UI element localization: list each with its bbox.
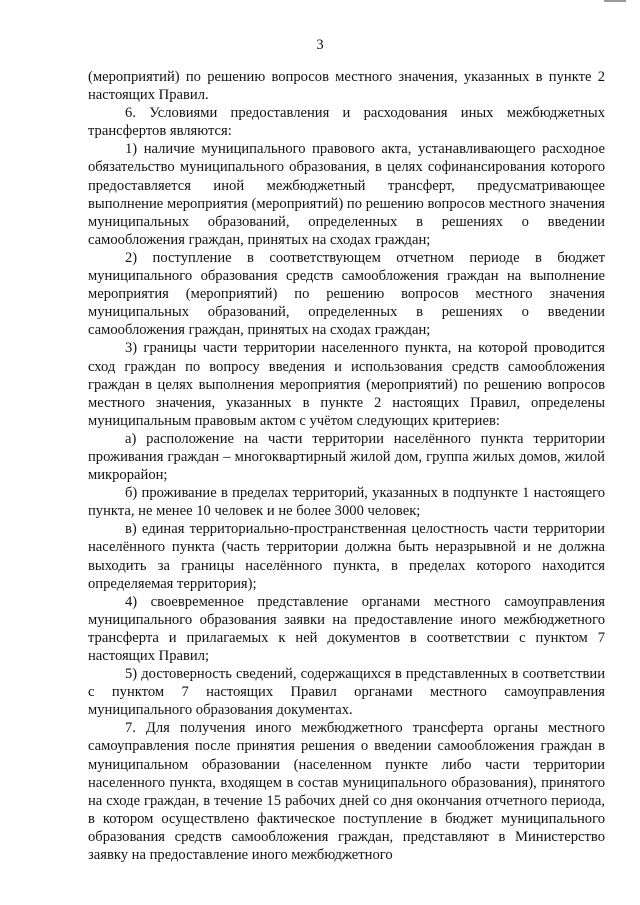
- paragraph-continuation: (мероприятий) по решению вопросов местного значения, указанных в пункте 2 настоящих Правил.: [88, 69, 605, 104]
- paragraph-criterion-a: а) расположение на части территории населённого пункта территории проживания граждан – многоквартирный жилой дом, группа жилых домов, жилой микрорайон;: [88, 430, 605, 484]
- scan-corner-mark: [604, 0, 626, 2]
- paragraph-item-6: 6. Условиями предоставления и расходования иных межбюджетных трансфертов являются:: [88, 105, 605, 140]
- paragraph-subitem-4: 4) своевременное представление органами местного самоуправления муниципального образования заявки на предоставление иного межбюджетного трансферта и прилагаемых к ней документов в соответствии с пунктом 7 настоящих Правил;: [88, 593, 605, 664]
- paragraph-subitem-5: 5) достоверность сведений, содержащихся в представленных в соответствии с пунктом 7 настоящих Правил органами местного самоуправления муниципального образования документах.: [88, 666, 605, 719]
- document-body: [88, 68, 605, 864]
- paragraph-subitem-2: 2) поступление в соответствующем отчетном периоде в бюджет муниципального образования средств самообложения граждан на выполнение мероприятия (мероприятий) по решению вопросов местного значения муниципальных образований, определенных в решениях о введении самообложения граждан, принятых на сходах граждан;: [88, 249, 605, 339]
- paragraph-subitem-1: 1) наличие муниципального правового акта, устанавливающего расходное обязательство муниципального образования, в целях софинансирования которого предоставляется иной межбюджетный трансферт, предусматривающее выполнение мероприятия (мероприятий) по решению вопросов местного значения муниципальных образований, определенных в решениях о введении самообложения граждан, принятых на сходах граждан;: [88, 141, 605, 248]
- paragraph-criterion-v: в) единая территориально-пространственная целостность части территории населённого пункта (часть территории должна быть неразрывной и не должна выходить за границы населённого пункта, в пределах которого находится определяемая территория);: [88, 521, 605, 592]
- paragraph-criterion-b: б) проживание в пределах территорий, указанных в подпункте 1 настоящего пункта, не менее 10 человек и не более 3000 человек;: [88, 485, 605, 520]
- paragraph-item-7: 7. Для получения иного межбюджетного трансферта органы местного самоуправления после принятия решения о введении самообложения граждан в муниципальном образовании (населенном пункте либо части территории населенного пункта, входящем в состав муниципального образования), принятого на сходе граждан, в течение 15 рабочих дней со дня окончания отчетного периода, в котором осуществлено фактическое поступление в бюджет муниципального образования средств самообложения граждан, представляют в Министерство заявку на предоставление иного межбюджетного: [88, 720, 605, 864]
- paragraph-subitem-3: 3) границы части территории населенного пункта, на которой проводится сход граждан по вопросу введения и использования средств самообложения граждан в целях выполнения мероприятия (мероприятий) по решению вопросов местного значения, указанных в пункте 2 настоящих Правил, определены муниципальным правовым актом с учётом следующих критериев:: [88, 340, 605, 429]
- page-number: 3: [316, 37, 324, 53]
